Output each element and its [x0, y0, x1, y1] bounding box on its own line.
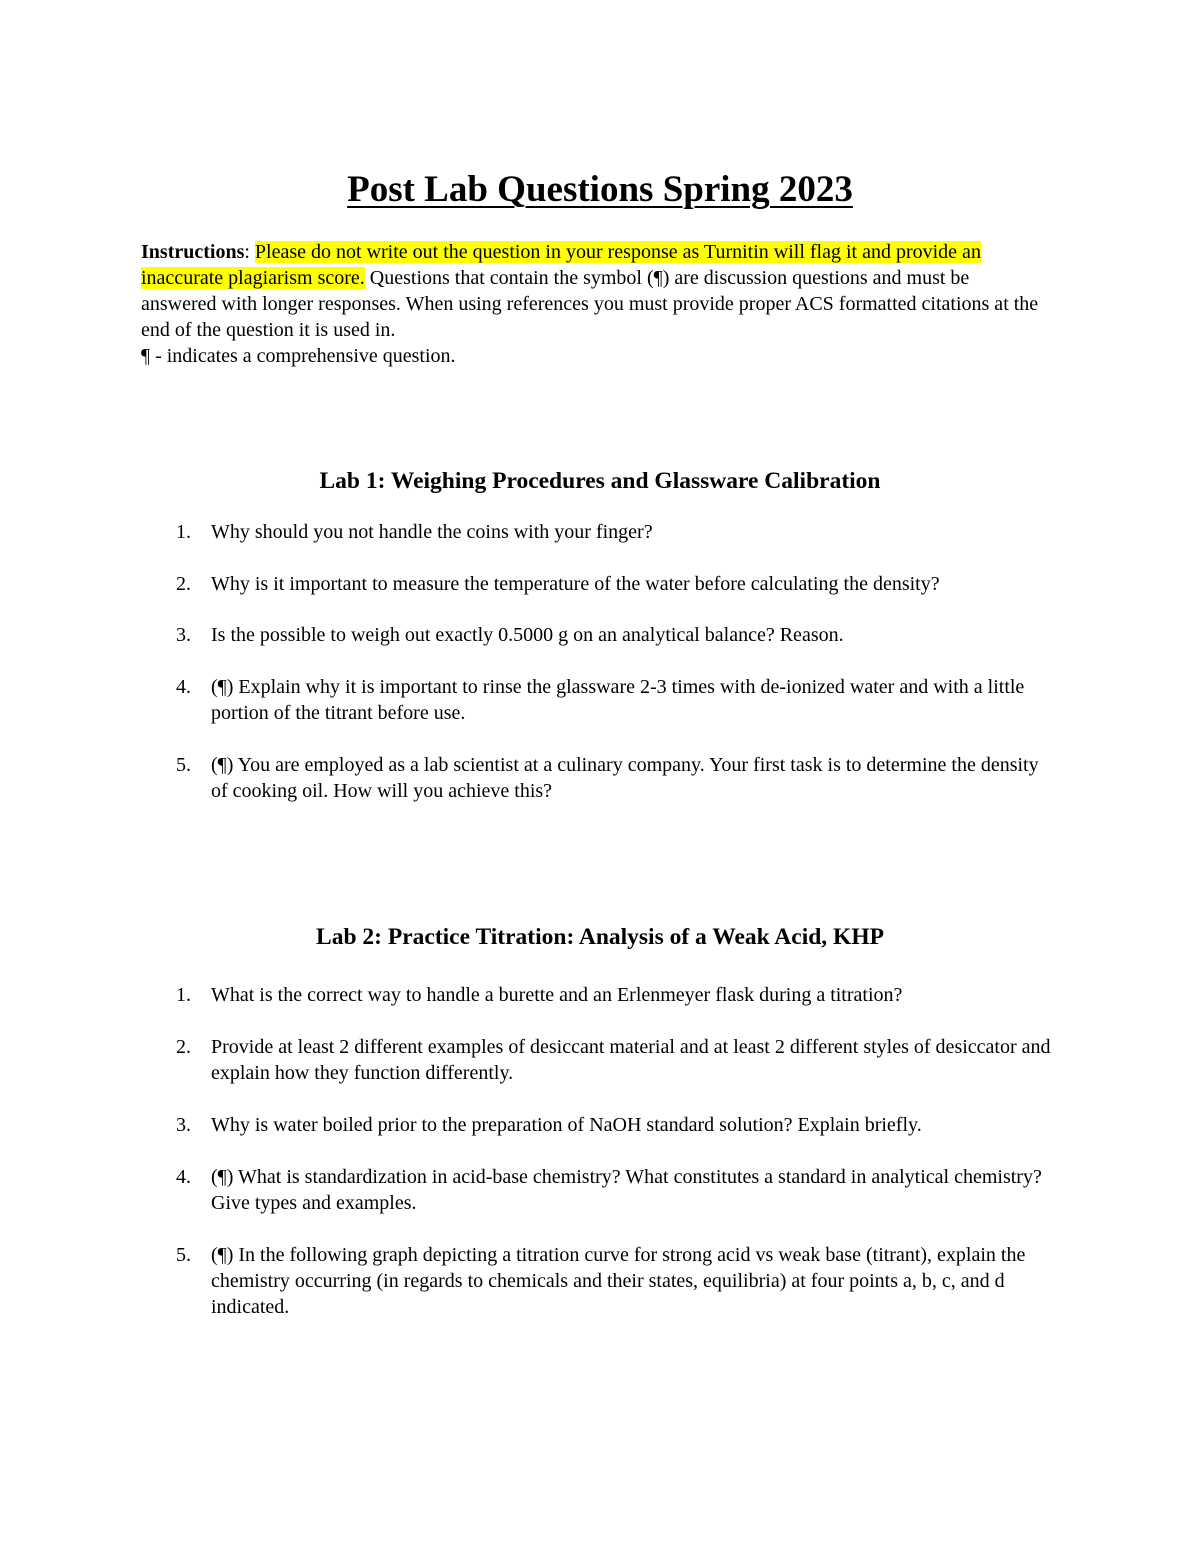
page-title: Post Lab Questions Spring 2023: [347, 169, 853, 210]
question-number: 5.: [176, 1244, 191, 1266]
symbol-legend: ¶ - indicates a comprehensive question.: [141, 345, 456, 367]
instructions-label: Instructions: [141, 241, 245, 263]
question-text: Why should you not handle the coins with your finger?: [211, 521, 653, 543]
question-text: Provide at least 2 different examples of desiccant material and at least 2 different styles of desiccator and explain how they function differently.: [211, 1036, 1051, 1084]
instructions-separator: :: [244, 241, 255, 263]
question-number: 3.: [176, 624, 191, 646]
question-text: Why is it important to measure the temperature of the water before calculating the density?: [211, 573, 940, 595]
question-text: (¶) What is standardization in acid-base chemistry? What constitutes a standard in analytical chemistry? Give types and examples.: [211, 1166, 1042, 1214]
lab1-heading: Lab 1: Weighing Procedures and Glassware Calibration: [319, 468, 881, 494]
question-number: 1.: [176, 984, 191, 1006]
question-text: (¶) In the following graph depicting a titration curve for strong acid vs weak base (titrant), explain the chemistry occurring (in regards to chemicals and their states, equilibria) at four points a, b, c, and d indicated.: [211, 1244, 1026, 1318]
question-text: (¶) Explain why it is important to rinse the glassware 2-3 times with de-ionized water and with a little portion of the titrant before use.: [211, 676, 1025, 724]
lab2-heading: Lab 2: Practice Titration: Analysis of a Weak Acid, KHP: [316, 924, 884, 950]
question-number: 2.: [176, 573, 191, 595]
question-number: 5.: [176, 754, 191, 776]
question-text: Is the possible to weigh out exactly 0.5000 g on an analytical balance? Reason.: [211, 624, 844, 646]
question-number: 4.: [176, 676, 191, 698]
instructions-block: [141, 239, 1041, 369]
question-text: What is the correct way to handle a burette and an Erlenmeyer flask during a titration?: [211, 984, 903, 1006]
instructions-body-text: Questions that contain the symbol (¶) are discussion questions and must be answered with longer responses. When using references you must provide proper ACS formatted citations at the end of the question it is used in.: [141, 267, 1039, 341]
question-text: (¶) You are employed as a lab scientist at a culinary company. Your first task is to determine the density of cooking oil. How will you achieve this?: [211, 754, 1039, 802]
instructions-paragraph: [141, 239, 1041, 343]
question-number: 2.: [176, 1036, 191, 1058]
question-number: 4.: [176, 1166, 191, 1188]
question-number: 3.: [176, 1114, 191, 1136]
question-text: Why is water boiled prior to the preparation of NaOH standard solution? Explain briefly.: [211, 1114, 922, 1136]
instructions-highlighted-text: Please do not write out the question in your response as Turnitin will flag it and provide an inaccurate plagiarism score.: [141, 241, 981, 289]
question-number: 1.: [176, 521, 191, 543]
